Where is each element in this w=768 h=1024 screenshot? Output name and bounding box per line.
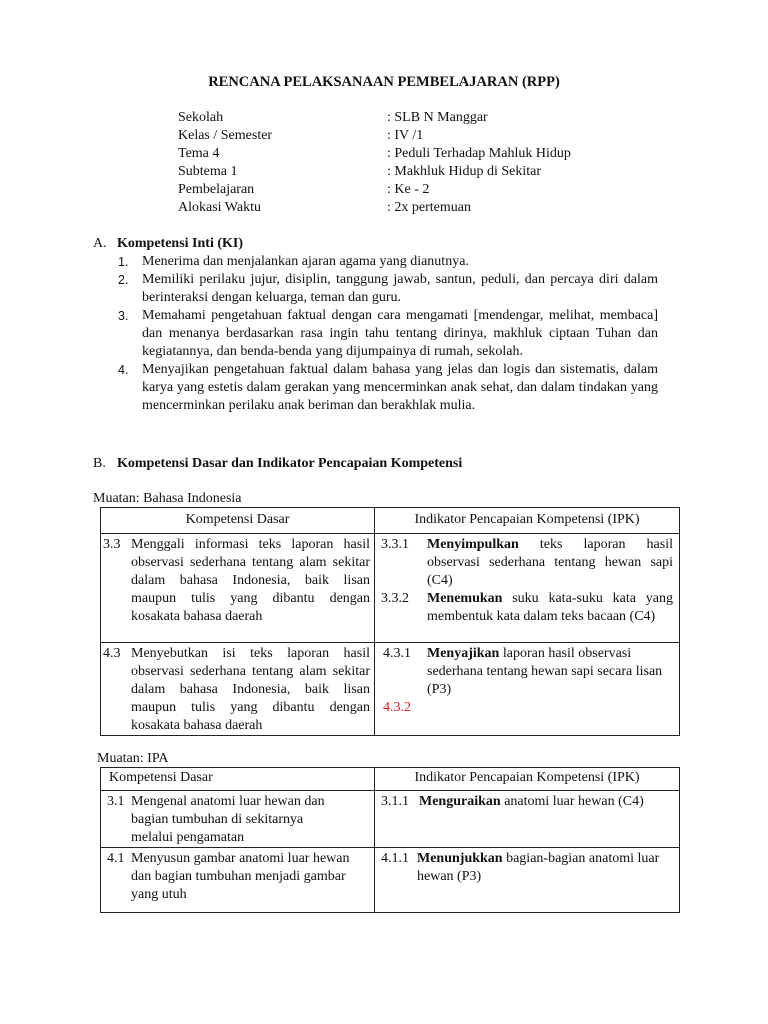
ipk-text: laporan hasil observasi sederhana tentang hewan sapi secara lisan (P3): [427, 646, 663, 697]
kd-cell: [101, 534, 375, 643]
identity-label: Subtema 1: [178, 164, 238, 179]
kd-text: Menyebutkan isi teks laporan hasil observasi sederhana tentang alam sekitar dalam bahasa Indonesia, baik lisan maupun tulis yang dibantu dengan kosakata bahasa daerah: [131, 646, 370, 733]
ipk-item: [375, 590, 679, 626]
ipk-code: 3.1.1: [381, 794, 409, 809]
ipk-text: suku kata-suku kata yang membentuk kata dalam teks bacaan (C4): [427, 591, 673, 624]
ipk-code: 3.3.2: [381, 591, 409, 606]
kd-code: 3.1: [107, 794, 125, 809]
list-text: Memiliki perilaku jujur, disiplin, tanggung jawab, santun, peduli, dan percaya diri dalam berinteraksi dengan keluarga, teman dan guru.: [142, 272, 658, 305]
section-b-heading: [93, 455, 462, 473]
ipk-item: [375, 850, 679, 886]
table-row: [101, 791, 680, 848]
section-a-heading: [93, 235, 243, 253]
ipk-cell: [375, 791, 680, 848]
ipk-keyword: Menunjukkan: [417, 851, 503, 866]
ipk-code-highlight: 4.3.2: [383, 700, 411, 715]
identity-value: : SLB N Manggar: [387, 110, 488, 125]
header-ipk: Indikator Pencapaian Kompetensi (IPK): [375, 768, 680, 791]
table-row: [101, 848, 680, 913]
ipk-item: [375, 536, 679, 590]
list-text: Memahami pengetahuan faktual dengan cara mengamati [mendengar, melihat, membaca] dan menanya berdasarkan rasa ingin tahu tentang dirinya, makhluk ciptaan Tuhan dan kegiatannya, dan benda-benda yang dijumpainya di rumah, sekolah.: [142, 308, 658, 359]
identity-value: : Makhluk Hidup di Sekitar: [387, 164, 541, 179]
kd-cell: [101, 848, 375, 913]
ipk-cell: [375, 534, 680, 643]
ipk-item: [375, 793, 679, 811]
list-number: 4.: [118, 363, 129, 377]
ipk-keyword: Menguraikan: [419, 794, 501, 809]
section-title: Kompetensi Inti (KI): [117, 236, 243, 251]
identity-value: : 2x pertemuan: [387, 200, 471, 215]
list-item: [118, 271, 658, 307]
identity-label: Alokasi Waktu: [178, 200, 261, 215]
table-header-row: [101, 768, 680, 791]
header-kd: Kompetensi Dasar: [101, 508, 375, 534]
list-item: [118, 307, 658, 361]
kd-text: Mengenal anatomi luar hewan dan bagian tumbuhan di sekitarnya melalui pengamatan: [131, 794, 325, 845]
identity-value: : IV /1: [387, 128, 424, 143]
kd-code: 4.3: [103, 646, 121, 661]
list-item: [118, 253, 658, 271]
table-row: [101, 534, 680, 643]
ipk-keyword: Menyimpulkan: [427, 537, 519, 552]
kd-text: Menyusun gambar anatomi luar hewan dan bagian tumbuhan menjadi gambar yang utuh: [131, 851, 350, 902]
ipk-cell: [375, 848, 680, 913]
identity-value: : Peduli Terhadap Mahluk Hidup: [387, 146, 571, 161]
list-item: [118, 361, 658, 415]
header-ipk: Indikator Pencapaian Kompetensi (IPK): [375, 508, 680, 534]
ipk-text: anatomi luar hewan (C4): [500, 794, 644, 809]
kd-cell: [101, 643, 375, 736]
ki-list: [118, 253, 658, 415]
identity-label: Kelas / Semester: [178, 128, 273, 143]
ipk-text: teks laporan hasil observasi sederhana tentang hewan sapi (C4): [427, 537, 673, 588]
kd-code: 4.1: [107, 851, 125, 866]
ipk-cell: [375, 643, 680, 736]
list-number: 2.: [118, 273, 129, 287]
page-title: RENCANA PELAKSANAAN PEMBELAJARAN (RPP): [208, 74, 560, 90]
ipk-item: [375, 699, 679, 717]
bahasa-kd-table: [100, 507, 680, 736]
identity-label: Pembelajaran: [178, 182, 255, 197]
ipk-code: 3.3.1: [381, 537, 409, 552]
ipk-keyword: Menemukan: [427, 591, 503, 606]
list-number: 1.: [118, 255, 129, 269]
table-row: [101, 643, 680, 736]
ipa-kd-table: [100, 767, 680, 913]
list-number: 3.: [118, 309, 129, 323]
ipk-code: 4.1.1: [381, 851, 409, 866]
kd-code: 3.3: [103, 537, 121, 552]
header-kd: Kompetensi Dasar: [101, 768, 375, 791]
identity-label: Tema 4: [178, 146, 220, 161]
ipk-item: [375, 645, 679, 699]
table-header-row: [101, 508, 680, 534]
section-letter: A.: [93, 236, 107, 251]
list-text: Menerima dan menjalankan ajaran agama yang dianutnya.: [142, 254, 469, 269]
section-letter: B.: [93, 456, 106, 471]
list-text: Menyajikan pengetahuan faktual dalam bahasa yang jelas dan logis dan sistematis, dalam karya yang estetis dalam gerakan yang mencerminkan anak sehat, dan dalam tindakan yang mencerminkan perilaku anak beriman dan berakhlak mulia.: [142, 362, 658, 413]
kd-cell: [101, 791, 375, 848]
section-title: Kompetensi Dasar dan Indikator Pencapaian Kompetensi: [117, 456, 463, 471]
muatan-bahasa-label: Muatan: Bahasa Indonesia: [93, 491, 242, 506]
kd-text: Menggali informasi teks laporan hasil observasi sederhana tentang alam sekitar dalam bahasa Indonesia, baik lisan maupun tulis yang dibantu dengan kosakata bahasa daerah: [131, 537, 370, 624]
ipk-keyword: Menyajikan: [427, 646, 500, 661]
ipk-text: bagian-bagian anatomi luar hewan (P3): [417, 851, 660, 884]
ipk-code: 4.3.1: [383, 646, 411, 661]
identity-value: : Ke - 2: [387, 182, 430, 197]
identity-label: Sekolah: [178, 110, 224, 125]
muatan-ipa-label: Muatan: IPA: [97, 751, 169, 766]
